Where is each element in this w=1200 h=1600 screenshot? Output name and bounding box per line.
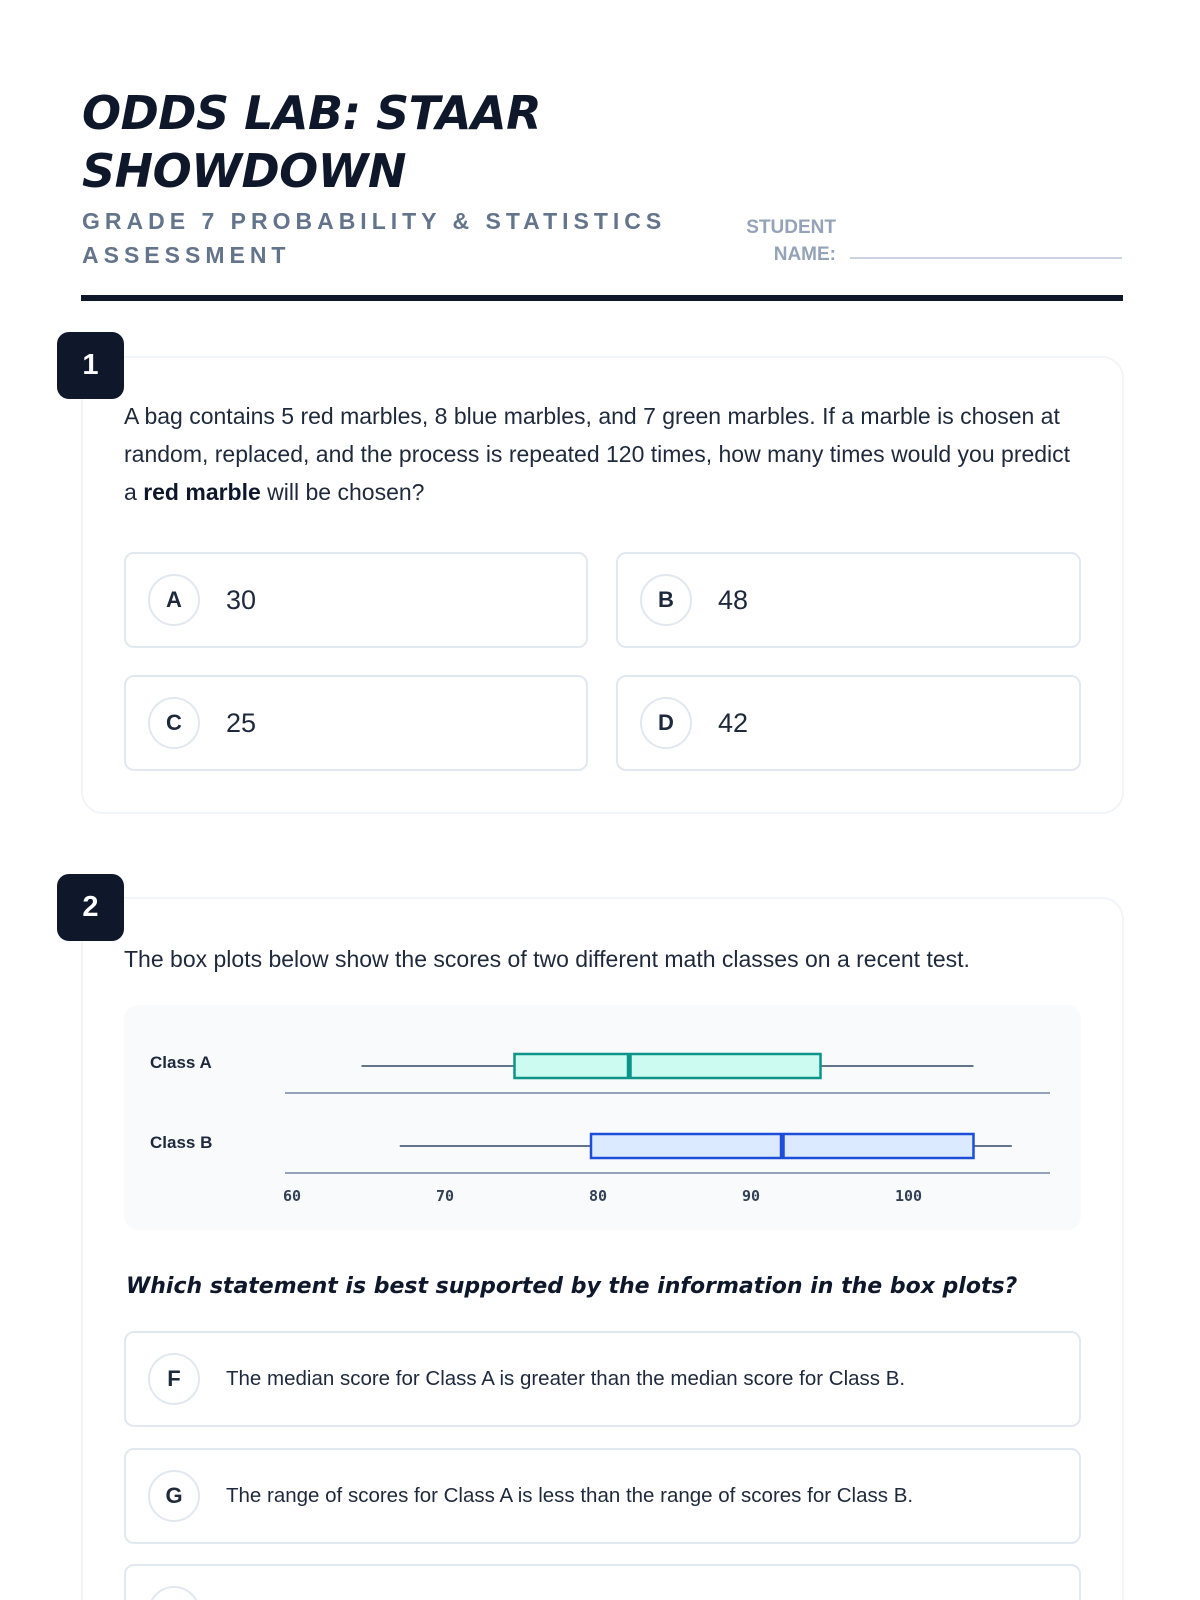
- option-letter: C: [148, 697, 200, 749]
- question-1-text-part-2: will be chosen?: [260, 479, 425, 505]
- student-name-field[interactable]: [850, 257, 1122, 259]
- question-2-prompt: Which statement is best supported by the information in the box plots?: [126, 1274, 1018, 1299]
- title-line-2: SHOWDOWN: [82, 144, 406, 198]
- option-text: The range of scores for Class A is less than the range of scores for Class B.: [226, 1484, 914, 1507]
- box-plot-panel: [124, 1005, 1081, 1230]
- answer-option-c[interactable]: [124, 675, 588, 771]
- answer-option-a[interactable]: [124, 552, 588, 648]
- header-divider: [81, 295, 1123, 301]
- page-subtitle: [82, 204, 722, 272]
- answer-option-b[interactable]: [616, 552, 1081, 648]
- student-name-label: [700, 214, 836, 268]
- question-1-text: [124, 397, 1074, 511]
- option-letter: [148, 1586, 200, 1600]
- x-tick-label: 80: [589, 1187, 608, 1205]
- answer-option-d[interactable]: [616, 675, 1081, 771]
- student-label-line-1: STUDENT: [746, 217, 836, 238]
- subtitle-line-2: ASSESSMENT: [82, 242, 291, 268]
- option-text: 25: [226, 707, 257, 738]
- question-1-number-badge: 1: [57, 332, 124, 399]
- option-letter: B: [640, 574, 692, 626]
- title-line-1: ODDS LAB: STAAR: [82, 86, 542, 140]
- answer-option-g[interactable]: [124, 1448, 1081, 1544]
- question-1-text-part-1: A bag contains 5 red marbles, 8 blue marbles, and 7 green marbles. If a marble is chosen at random, replaced, and the process is repeated 120 times, how many times would you predict a: [124, 403, 1071, 505]
- x-tick-label: 90: [742, 1187, 761, 1205]
- question-2-text: The box plots below show the scores of two different math classes on a recent test.: [124, 946, 970, 972]
- answer-option-h[interactable]: [124, 1564, 1081, 1600]
- page-title: [82, 84, 702, 200]
- class-a-box: [515, 1054, 821, 1078]
- subtitle-line-1: GRADE 7 PROBABILITY & STATISTICS: [82, 208, 667, 234]
- option-text: 42: [718, 707, 749, 738]
- class-a-label: Class A: [150, 1053, 212, 1072]
- option-letter: D: [640, 697, 692, 749]
- class-b-label: Class B: [150, 1133, 213, 1152]
- option-letter: F: [148, 1353, 200, 1405]
- x-tick-label: 100: [895, 1187, 923, 1205]
- answer-option-f[interactable]: [124, 1331, 1081, 1427]
- option-letter: G: [148, 1470, 200, 1522]
- option-text: 30: [226, 584, 257, 615]
- option-text: The median score for Class A is greater than the median score for Class B.: [226, 1367, 906, 1390]
- x-tick-label: 60: [283, 1187, 302, 1205]
- question-1-text-bold: red marble: [143, 479, 261, 505]
- option-text: 48: [718, 584, 749, 615]
- question-2-number-badge: 2: [57, 874, 124, 941]
- x-tick-label: 70: [436, 1187, 455, 1205]
- option-letter: A: [148, 574, 200, 626]
- student-label-line-2: NAME:: [773, 244, 836, 265]
